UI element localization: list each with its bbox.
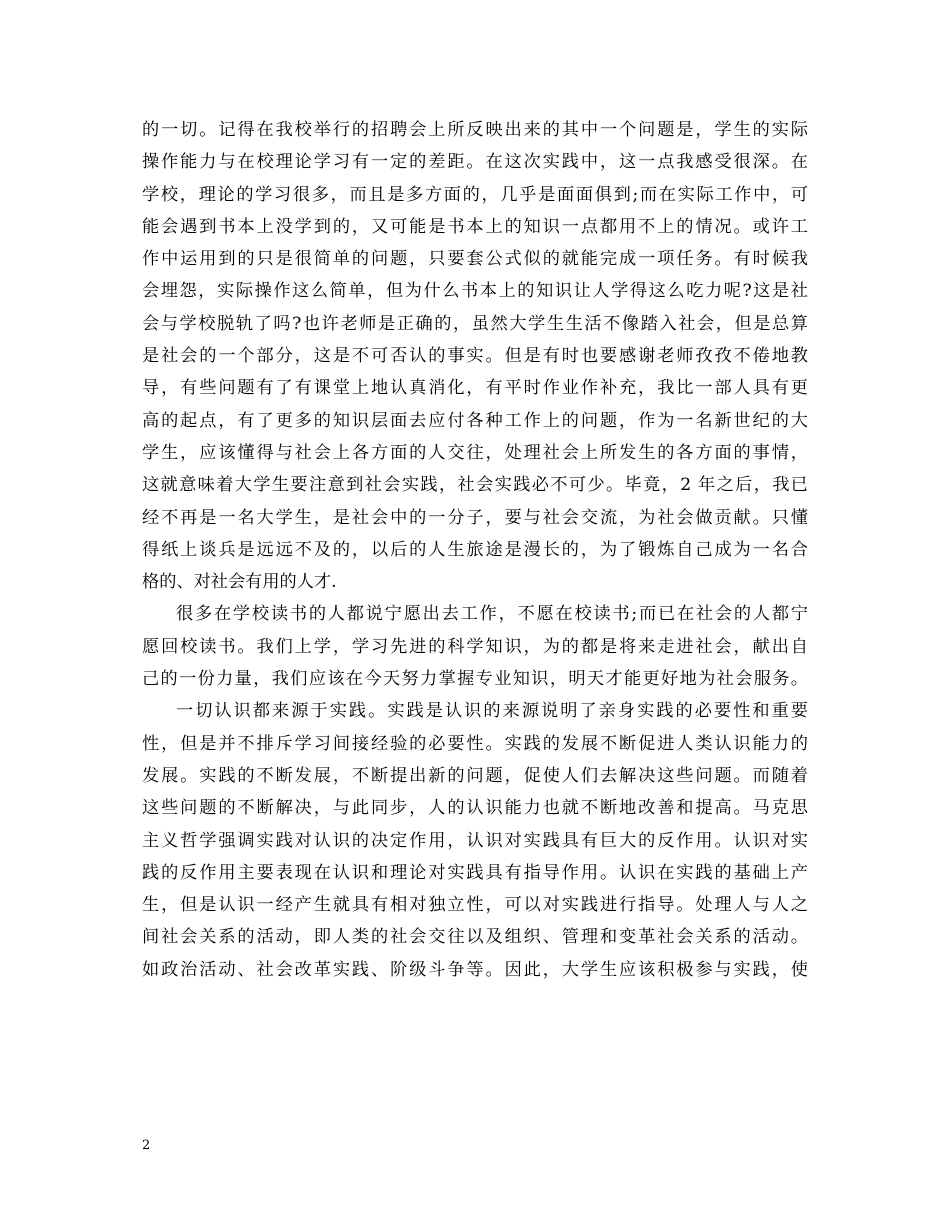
- text-line: 经不再是一名大学生，是社会中的一分子，要与社会交流，为社会做贡献。只懂: [142, 507, 808, 528]
- text-line: 性，但是并不排斥学习间接经验的必要性。实践的发展不断促进人类认识能力的: [142, 733, 808, 754]
- text-line: 一切认识都来源于实践。实践是认识的来源说明了亲身实践的必要性和重要: [176, 701, 808, 722]
- document-body: [142, 114, 808, 986]
- text-line: 生，但是认识一经产生就具有相对独立性，可以对实践进行指导。处理人与人之: [142, 895, 808, 916]
- page-number: 2: [142, 1138, 151, 1153]
- text-line: 导，有些问题有了有课堂上地认真消化，有平时作业作补充，我比一部人具有更: [142, 378, 808, 399]
- text-line: 发展。实践的不断发展，不断提出新的问题，促使人们去解决这些问题。而随着: [142, 765, 808, 786]
- text-line: 很多在学校读书的人都说宁愿出去工作，不愿在校读书;而已在社会的人都宁: [176, 604, 808, 625]
- text-line: 会与学校脱轨了吗?也许老师是正确的，虽然大学生生活不像踏入社会，但是总算: [142, 313, 808, 334]
- text-line: 主义哲学强调实践对认识的决定作用，认识对实践具有巨大的反作用。认识对实: [142, 830, 808, 851]
- paragraph: [142, 114, 808, 598]
- text-line: 是社会的一个部分，这是不可否认的事实。但是有时也要感谢老师孜孜不倦地教: [142, 346, 808, 367]
- text-line: 操作能力与在校理论学习有一定的差距。在这次实践中，这一点我感受很深。在: [142, 152, 808, 173]
- text-line: 会埋怨，实际操作这么简单，但为什么书本上的知识让人学得这么吃力呢?这是社: [142, 281, 808, 302]
- text-line: 能会遇到书本上没学到的，又可能是书本上的知识一点都用不上的情况。或许工: [142, 216, 808, 237]
- text-line: 的一切。记得在我校举行的招聘会上所反映出来的其中一个问题是，学生的实际: [142, 120, 808, 140]
- text-line: 这就意味着大学生要注意到社会实践，社会实践必不可少。毕竟，2 年之后，我已: [142, 475, 808, 496]
- text-line: 学校，理论的学习很多，而且是多方面的，几乎是面面俱到;而在实际工作中，可: [142, 184, 808, 205]
- text-line: 这些问题的不断解决，与此同步，人的认识能力也就不断地改善和提高。马克思: [142, 798, 808, 819]
- text-line: 间社会关系的活动，即人类的社会交往以及组织、管理和变革社会关系的活动。: [142, 927, 808, 948]
- text-line: 学生，应该懂得与社会上各方面的人交往，处理社会上所发生的各方面的事情，: [142, 442, 808, 463]
- text-line: 如政治活动、社会改革实践、阶级斗争等。因此，大学生应该积极参与实践，使: [142, 959, 808, 980]
- text-line: 高的起点，有了更多的知识层面去应付各种工作上的问题，作为一名新世纪的大: [142, 410, 808, 431]
- paragraph: [142, 598, 808, 695]
- paragraph: [142, 695, 808, 986]
- text-line: 得纸上谈兵是远远不及的，以后的人生旅途是漫长的，为了锻炼自己成为一名合: [142, 539, 808, 560]
- text-line: 己的一份力量，我们应该在今天努力掌握专业知识，明天才能更好地为社会服务。: [142, 669, 808, 690]
- text-line: 愿回校读书。我们上学，学习先进的科学知识，为的都是将来走进社会，献出自: [142, 636, 808, 657]
- text-line: 格的、对社会有用的人才.: [142, 572, 337, 593]
- text-line: 作中运用到的只是很简单的问题，只要套公式似的就能完成一项任务。有时候我: [142, 249, 808, 270]
- text-line: 践的反作用主要表现在认识和理论对实践具有指导作用。认识在实践的基础上产: [142, 862, 808, 883]
